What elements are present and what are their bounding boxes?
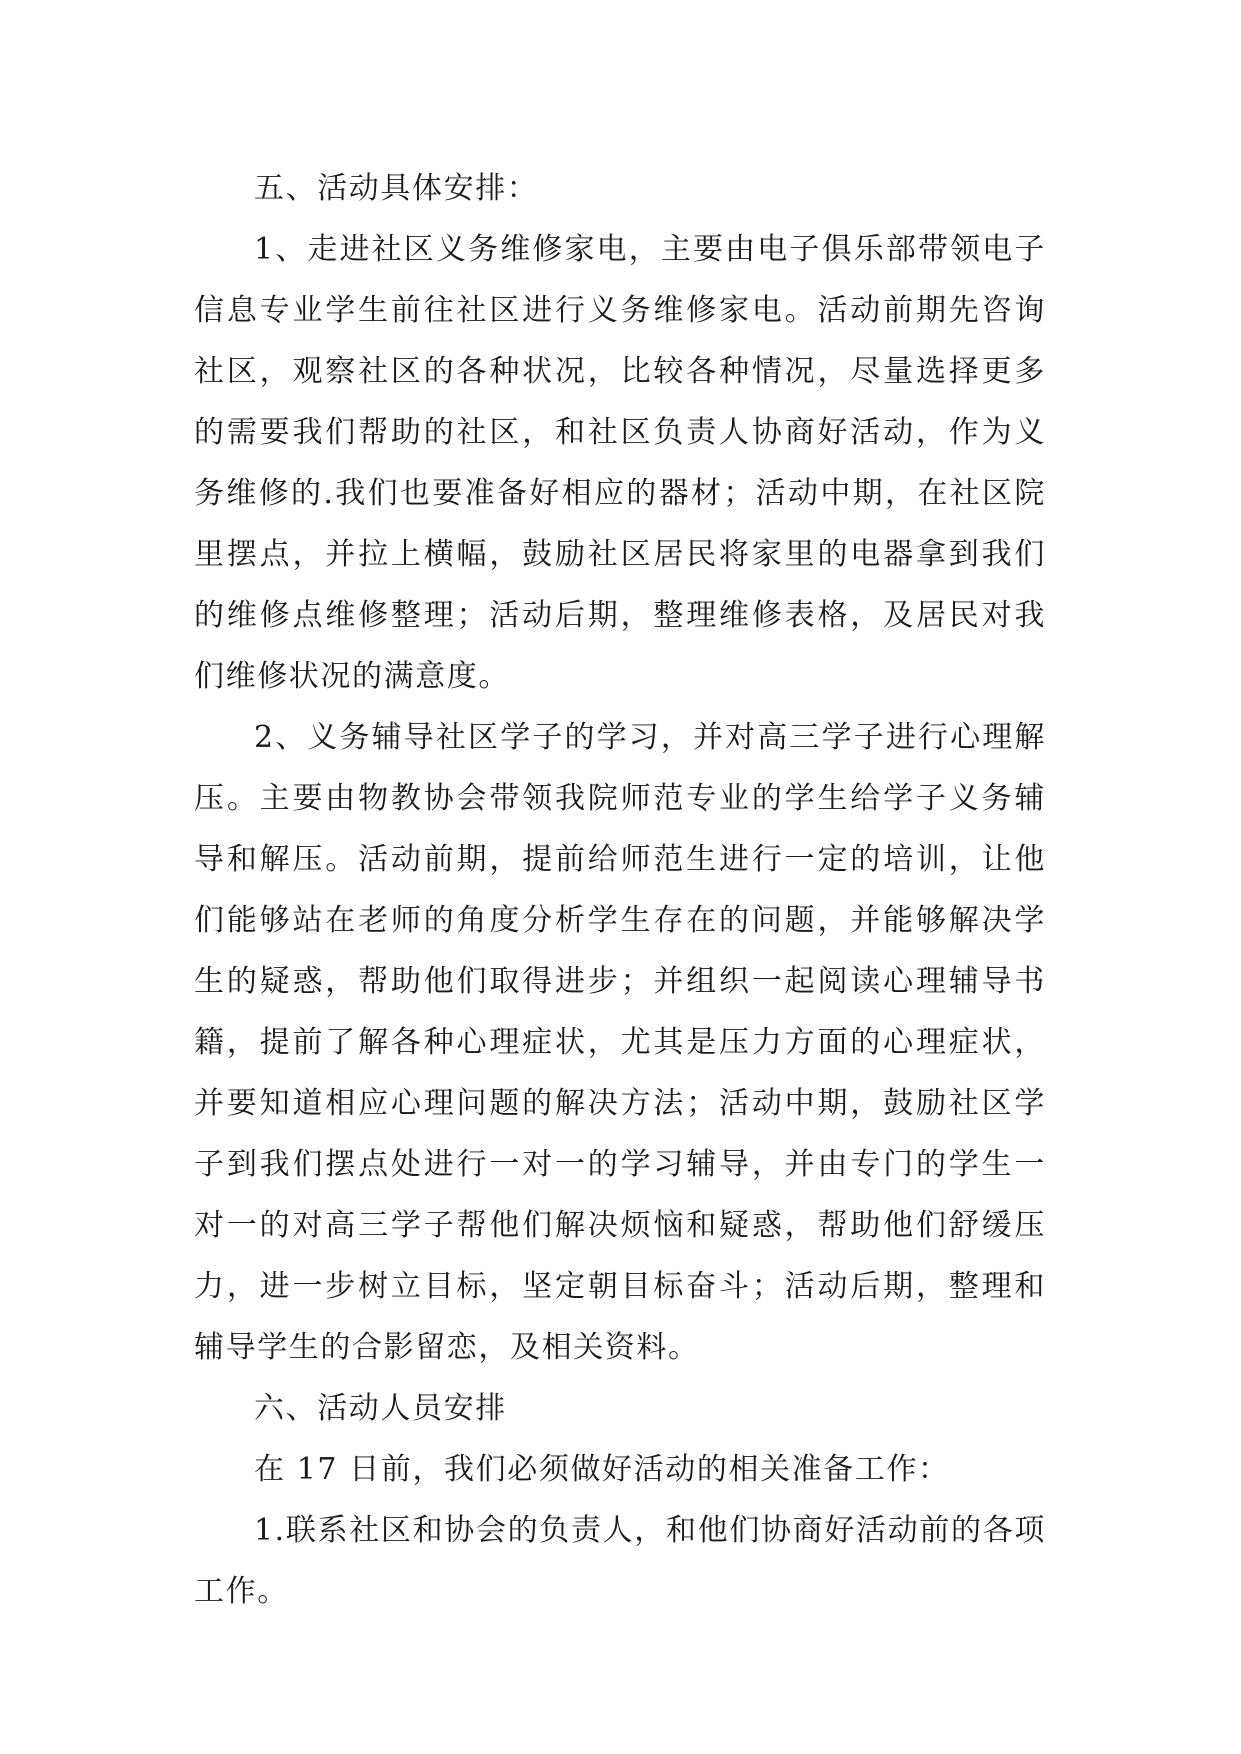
section-heading-activity-schedule: 五、活动具体安排： bbox=[254, 171, 539, 206]
paragraph-tutoring: 2、义务辅导社区学子的学习，并对高三学子进行心理解压。主要由物教协会带领我院师范专业的学生给学子义务辅导和解压。活动前期，提前给师范生进行一定的培训，让他们能够站在老师的角度分析学生存在的问题，并能够解决学生的疑惑，帮助他们取得进步；并组织一起阅读心理辅导书籍，提前了解各种心理症状，尤其是压力方面的心理症状，并要知道相应心理问题的解决方法；活动中期，鼓励社区学子到我们摆点处进行一对一的学习辅导，并由专门的学生一对一的对高三学子帮他们解决烦恼和疑惑，帮助他们舒缓压力，进一步树立目标，坚定朝目标奋斗；活动后期，整理和辅导学生的合影留恋，及相关资料。 bbox=[194, 720, 1046, 1365]
section-heading-staff-arrangement: 六、活动人员安排 bbox=[254, 1391, 507, 1426]
document-body bbox=[194, 158, 1046, 1622]
paragraph-appliance-repair: 1、走进社区义务维修家电，主要由电子俱乐部带领电子信息专业学生前往社区进行义务维修家电。活动前期先咨询社区，观察社区的各种状况，比较各种情况，尽量选择更多的需要我们帮助的社区，和社区负责人协商好活动，作为义务维修的.我们也要准备好相应的器材；活动中期，在社区院里摆点，并拉上横幅，鼓励社区居民将家里的电器拿到我们的维修点维修整理；活动后期，整理维修表格，及居民对我们维修状况的满意度。 bbox=[194, 232, 1046, 694]
paragraph-preparation: 在 17 日前，我们必须做好活动的相关准备工作： bbox=[254, 1452, 950, 1487]
paragraph-contact-item: 1.联系社区和协会的负责人，和他们协商好活动前的各项工作。 bbox=[194, 1513, 1046, 1609]
